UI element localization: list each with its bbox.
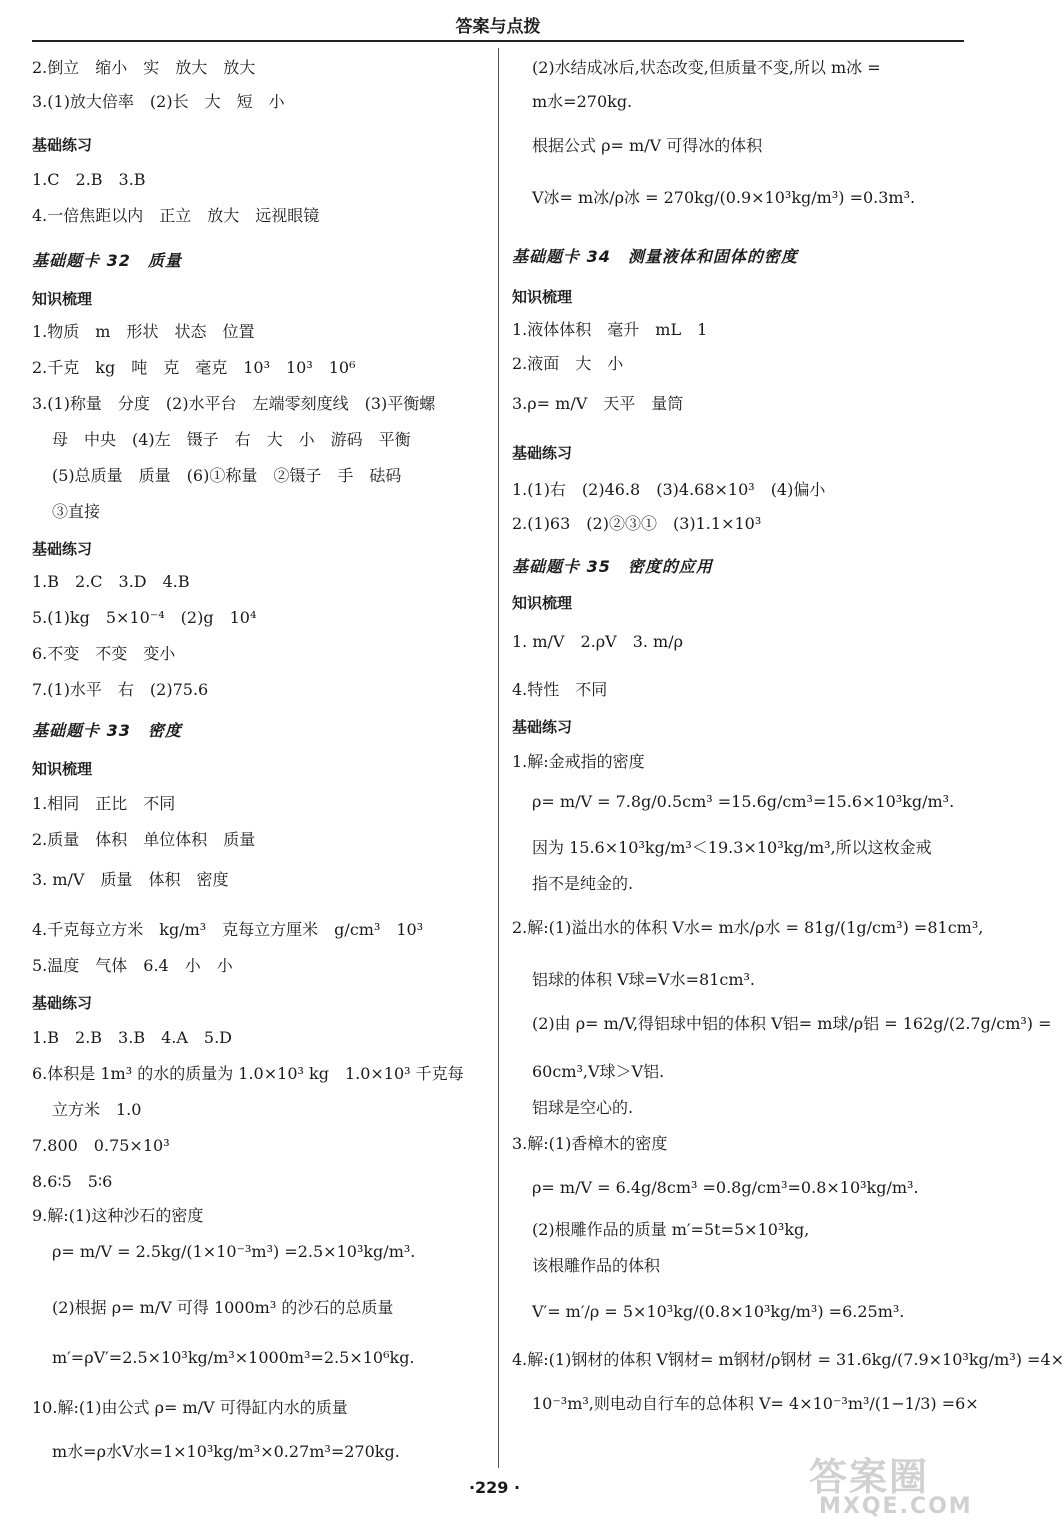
text-line: 1.C 2.B 3.B [32,170,146,189]
subsection-heading: 知识梳理 [512,594,573,612]
subsection-heading: 基础练习 [512,718,573,736]
text-line: 2.质量 体积 单位体积 质量 [32,830,256,849]
column-divider [498,48,499,1468]
text-line: 铝球是空心的. [532,1098,634,1117]
text-line: 3.(1)称量 分度 (2)水平台 左端零刻度线 (3)平衡螺 [32,394,436,413]
text-line: (2)根据 ρ= m/V 可得 1000m³ 的沙石的总质量 [52,1298,394,1317]
text-line: 3.解:(1)香樟木的密度 [512,1134,668,1153]
text-line: 8.6∶5 5∶6 [32,1172,113,1191]
text-line: 1.B 2.C 3.D 4.B [32,572,190,591]
text-line: 1.B 2.B 3.B 4.A 5.D [32,1028,232,1047]
text-line: 6.体积是 1m³ 的水的质量为 1.0×10³ kg 1.0×10³ 千克每 [32,1064,464,1083]
text-line: 6.不变 不变 变小 [32,644,176,663]
text-line: 10.解:(1)由公式 ρ= m/V 可得缸内水的质量 [32,1398,348,1417]
text-line: 2.解:(1)溢出水的体积 V水= m水/ρ水 = 81g/(1g/cm³) =81cm³, [512,918,984,937]
text-line: 60cm³,V球＞V铝. [532,1062,665,1081]
section-heading: 基础题卡 32 质量 [32,251,182,270]
text-line: ρ= m/V = 7.8g/0.5cm³ =15.6g/cm³=15.6×10³kg/m³. [532,792,955,811]
page-number: ·229 · [468,1478,521,1497]
text-line: m水=ρ水V水=1×10³kg/m³×0.27m³=270kg. [52,1442,400,1461]
text-line: 1.(1)右 (2)46.8 (3)4.68×10³ (4)偏小 [512,480,826,499]
text-line: 1.相同 正比 不同 [32,794,176,813]
text-line: (2)根雕作品的质量 m′=5t=5×10³kg, [532,1220,810,1239]
text-line: 铝球的体积 V球=V水=81cm³. [532,970,756,989]
text-line: 1. m/V 2.ρV 3. m/ρ [512,632,684,651]
text-line: 3.(1)放大倍率 (2)长 大 短 小 [32,92,285,111]
text-line: 1.解:金戒指的密度 [512,752,645,771]
text-line: 5.(1)kg 5×10⁻⁴ (2)g 10⁴ [32,608,257,627]
text-line: 2.千克 kg 吨 克 毫克 10³ 10³ 10⁶ [32,358,356,377]
text-line: 7.800 0.75×10³ [32,1136,170,1155]
text-line: 7.(1)水平 右 (2)75.6 [32,680,209,699]
subsection-heading: 知识梳理 [512,288,573,306]
section-heading: 基础题卡 34 测量液体和固体的密度 [512,247,798,266]
text-line: ③直接 [52,502,101,521]
text-line: ρ= m/V = 6.4g/8cm³ =0.8g/cm³=0.8×10³kg/m³. [532,1178,919,1197]
text-line: V冰= m冰/ρ冰 = 270kg/(0.9×10³kg/m³) =0.3m³. [532,188,916,207]
text-line: 2.倒立 缩小 实 放大 放大 [32,58,256,77]
text-line: 指不是纯金的. [532,874,634,893]
text-line: ρ= m/V = 2.5kg/(1×10⁻³m³) =2.5×10³kg/m³. [52,1242,416,1261]
text-line: m水=270kg. [532,92,633,111]
subsection-heading: 基础练习 [32,994,93,1012]
text-line: 10⁻³m³,则电动自行车的总体积 V= 4×10⁻³m³/(1−1/3) =6× [532,1394,979,1413]
text-line: 立方米 1.0 [52,1100,142,1119]
watermark-site-text: MXQE.COM [819,1494,973,1519]
text-line: 9.解:(1)这种沙石的密度 [32,1206,204,1225]
text-line: 5.温度 气体 6.4 小 小 [32,956,233,975]
subsection-heading: 知识梳理 [32,760,93,778]
text-line: 2.(1)63 (2)②③① (3)1.1×10³ [512,514,762,533]
text-line: 4.特性 不同 [512,680,608,699]
text-line: (2)由 ρ= m/V,得铝球中铝的体积 V铝= m球/ρ铝 = 162g/(2.7g/cm³) = [532,1014,1052,1033]
text-line: 4.千克每立方米 kg/m³ 克每立方厘米 g/cm³ 10³ [32,920,424,939]
watermark-logo [799,1446,979,1526]
text-line: 1.物质 m 形状 状态 位置 [32,322,255,341]
text-line: 该根雕作品的体积 [532,1256,661,1275]
subsection-heading: 知识梳理 [32,290,93,308]
text-line: 1.液体体积 毫升 mL 1 [512,320,708,339]
text-line: 3.ρ= m/V 天平 量筒 [512,394,684,413]
section-heading: 基础题卡 35 密度的应用 [512,557,713,576]
header-title: 答案与点拨 [455,17,541,37]
text-line: V′= m′/ρ = 5×10³kg/(0.8×10³kg/m³) =6.25m³. [532,1302,905,1321]
text-line: 3. m/V 质量 体积 密度 [32,870,229,889]
subsection-heading: 基础练习 [32,136,93,154]
text-line: (2)水结成冰后,状态改变,但质量不变,所以 m冰 = [532,58,881,77]
page-header [32,12,964,42]
text-line: (5)总质量 质量 (6)①称量 ②镊子 手 砝码 [52,466,402,485]
text-line: 2.液面 大 小 [512,354,624,373]
text-line: 因为 15.6×10³kg/m³＜19.3×10³kg/m³,所以这枚金戒 [532,838,932,857]
subsection-heading: 基础练习 [32,540,93,558]
text-line: 母 中央 (4)左 镊子 右 大 小 游码 平衡 [52,430,411,449]
subsection-heading: 基础练习 [512,444,573,462]
text-line: 根据公式 ρ= m/V 可得冰的体积 [532,136,763,155]
text-line: 4.解:(1)钢材的体积 V钢材= m钢材/ρ钢材 = 31.6kg/(7.9×10³kg/m³) =4× [512,1350,1064,1369]
watermark-logo-text: 答案圈 [809,1455,930,1499]
text-line: m′=ρV′=2.5×10³kg/m³×1000m³=2.5×10⁶kg. [52,1348,415,1367]
text-line: 4.一倍焦距以内 正立 放大 远视眼镜 [32,206,320,225]
section-heading: 基础题卡 33 密度 [32,721,182,740]
